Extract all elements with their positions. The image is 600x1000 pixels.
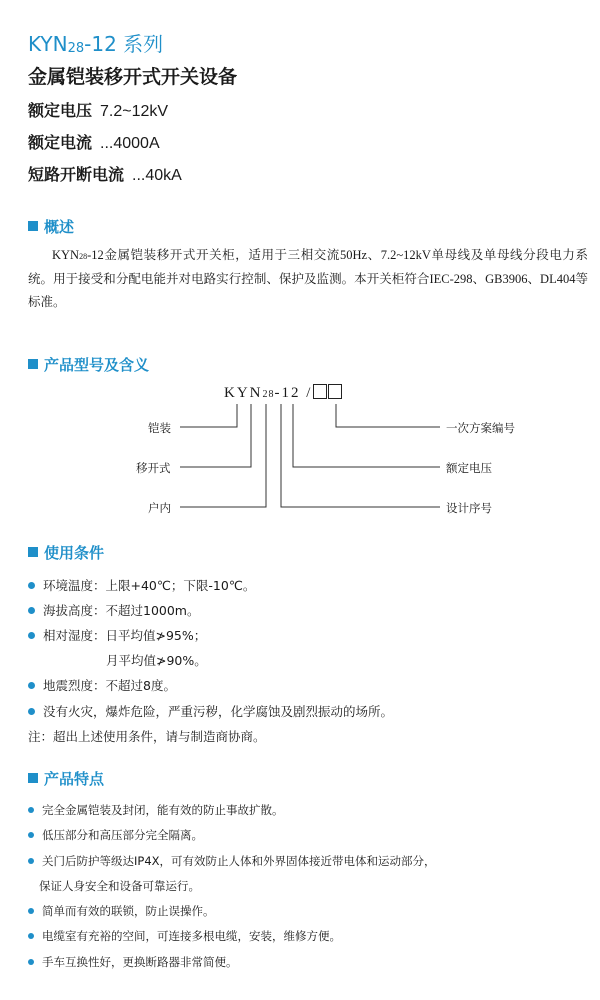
series-sub: 28	[67, 41, 85, 56]
series-prefix: KYN	[28, 32, 68, 56]
para-text: -12金属铠装移开式开关柜，适用于三相交流50Hz、7.2~12kV单母线及单母线分段电力系统。用于接受和分配电能并对电路实行控制、保护及监测。本开关柜符合IEC-298、GB3906、DL404等标准。	[28, 248, 588, 309]
spec-value: ...4000A	[100, 135, 160, 152]
square-bullet-icon	[28, 773, 38, 783]
bullet-dot-icon	[28, 632, 35, 639]
bullet-dot-icon	[28, 682, 35, 689]
condition-item	[28, 601, 200, 619]
feature-text: 完全金属铠装及封闭，能有效的防止事故扩散。	[42, 803, 284, 817]
page-title: 金属铠装移开式开关设备	[28, 66, 238, 88]
condition-item	[28, 626, 206, 644]
condition-text: 环境温度：上限+40℃；下限-10℃。	[43, 578, 256, 593]
section-conditions-heading	[28, 542, 104, 563]
label-armored: 铠装	[148, 421, 171, 435]
bullet-dot-icon	[28, 858, 34, 864]
label-withdrawable: 移开式	[136, 461, 171, 475]
condition-text: 海拔高度：不超过1000m。	[43, 603, 200, 618]
line-design	[281, 404, 440, 507]
spec-value: ...40kA	[132, 167, 182, 184]
heading-text: 概述	[44, 218, 75, 236]
feature-item	[28, 853, 436, 869]
feature-item	[28, 928, 341, 944]
line-armored	[180, 404, 237, 427]
heading-text: 使用条件	[44, 544, 105, 562]
bullet-dot-icon	[28, 708, 35, 715]
feature-text: 简单而有效的联锁，防止误操作。	[42, 904, 215, 918]
model-prefix: KYN	[224, 385, 263, 401]
line-voltage	[293, 404, 440, 467]
line-indoor	[180, 404, 266, 507]
section-features-heading	[28, 768, 104, 789]
bullet-dot-icon	[28, 807, 34, 813]
bullet-dot-icon	[28, 959, 34, 965]
feature-text: 关门后防护等级达IP4X，可有效防止人体和外界固体接近带电体和运动部分，	[42, 854, 436, 868]
label-design: 设计序号	[446, 501, 492, 515]
model-sub: 28	[262, 389, 275, 400]
label-scheme: 一次方案编号	[446, 421, 515, 435]
line-withdrawable	[180, 404, 251, 467]
label-indoor: 户内	[148, 501, 171, 515]
conditions-note: 注：超出上述使用条件，请与制造商协商。	[28, 729, 266, 744]
spec-label: 额定电压	[28, 101, 93, 120]
bullet-dot-icon	[28, 908, 34, 914]
feature-item	[28, 903, 215, 919]
bullet-dot-icon	[28, 933, 34, 939]
heading-text: 产品特点	[44, 770, 105, 788]
label-voltage: 额定电压	[446, 461, 492, 475]
feature-text: 电缆室有充裕的空间，可连接多根电缆，安装，维修方便。	[42, 929, 341, 943]
para-sub: 28	[79, 252, 88, 261]
bullet-dot-icon	[28, 832, 34, 838]
condition-humidity-line2: 月平均值≯90%。	[106, 653, 207, 668]
heading-text: 产品型号及含义	[44, 356, 150, 374]
feature-item	[28, 954, 238, 970]
bullet-dot-icon	[28, 607, 35, 614]
spec-label: 额定电流	[28, 133, 93, 152]
series-rest: -12 系列	[84, 32, 164, 56]
feature-item	[28, 827, 203, 843]
feature-text: 低压部分和高压部分完全隔离。	[42, 828, 203, 842]
spec-label: 短路开断电流	[28, 165, 125, 184]
line-scheme	[336, 404, 440, 427]
feature-text: 手车互换性好，更换断路器非常简便。	[42, 955, 238, 969]
condition-text: 地震烈度：不超过8度。	[43, 678, 176, 693]
condition-item	[28, 576, 255, 594]
bullet-dot-icon	[28, 582, 35, 589]
condition-item	[28, 702, 393, 720]
para-prefix: KYN	[52, 248, 80, 262]
feature-item	[28, 802, 284, 818]
square-bullet-icon	[28, 547, 38, 557]
condition-text: 没有火灾，爆炸危险，严重污秽，化学腐蚀及剧烈振动的场所。	[43, 704, 394, 719]
spec-value: 7.2~12kV	[100, 103, 169, 120]
condition-item	[28, 676, 176, 694]
condition-text: 相对湿度：日平均值≯95%；	[43, 628, 207, 643]
model-rest: -12 /	[274, 385, 313, 401]
feature-item3-line2: 保证人身安全和设备可靠运行。	[39, 879, 200, 893]
